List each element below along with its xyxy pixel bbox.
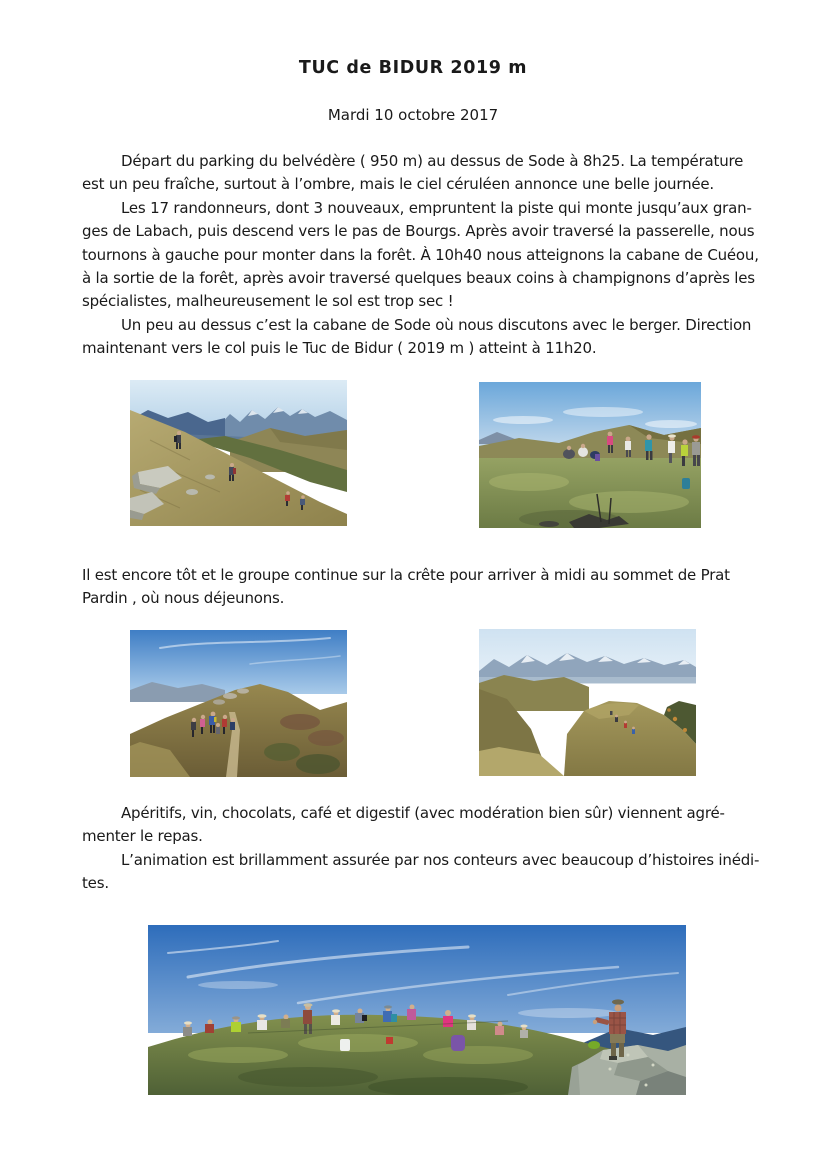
document-date: Mardi 10 octobre 2017 — [327, 106, 499, 124]
photo-summit-lunch-panorama — [148, 925, 686, 1095]
text-line: Les 17 randonneurs, dont 3 nouveaux, empruntent la piste qui monte jusqu’aux gran- — [121, 198, 752, 217]
text-line: Départ du parking du belvédère ( 950 m) au dessus de Sode à 8h25. La température — [121, 152, 744, 170]
text-line: Apéritifs, vin, chocolats, café et digestif (avec modération bien sûr) viennent agré- — [121, 804, 725, 822]
body-text-block-2 — [82, 564, 794, 611]
text-line: Pardin , où nous déjeunons. — [82, 589, 285, 608]
text-line: à la sortie de la forêt, après avoir traversé quelques beaux coins à champignons d’après les — [82, 269, 755, 288]
photo-group-summit — [479, 382, 701, 528]
photo-ridge-walk — [130, 630, 347, 777]
text-line: menter le repas. — [82, 827, 203, 846]
text-line: ges de Labach, puis descend vers le pas de Bourgs. Après avoir traversé la passerelle, nous — [82, 222, 755, 241]
text-line: est un peu fraîche, surtout à l’ombre, mais le ciel céruléen annonce une belle journée. — [82, 175, 714, 194]
text-line: Il est encore tôt et le groupe continue sur la crête pour arriver à midi au sommet de Prat — [82, 566, 730, 584]
body-text-block-1 — [82, 150, 794, 361]
photo-crest-snowpeaks — [479, 629, 696, 776]
text-line: tournons à gauche pour monter dans la forêt. À 10h40 nous atteignons la cabane de Cuéou, — [82, 245, 759, 264]
text-line: L’animation est brillamment assurée par nos conteurs avec beaucoup d’histoires inédi- — [121, 850, 760, 869]
text-line: tes. — [82, 874, 109, 893]
page-title: TUC de BIDUR 2019 m — [298, 58, 528, 78]
photo-descent-slope — [130, 380, 347, 526]
text-line: spécialistes, malheureusement le sol est trop sec ! — [82, 292, 454, 311]
text-line: maintenant vers le col puis le Tuc de Bidur ( 2019 m ) atteint à 11h20. — [82, 339, 597, 358]
body-text-block-3 — [82, 802, 794, 896]
text-line: Un peu au dessus c’est la cabane de Sode où nous discutons avec le berger. Direction — [121, 315, 752, 334]
